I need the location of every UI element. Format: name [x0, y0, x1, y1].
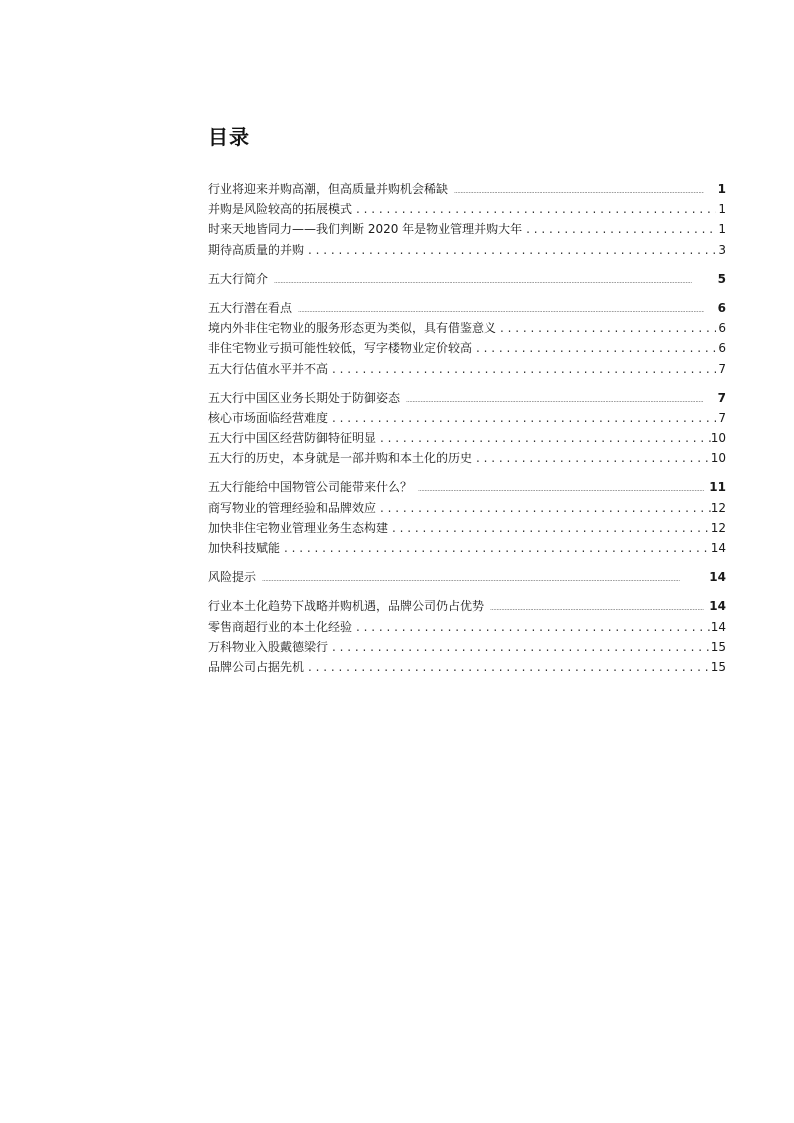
- toc-page-number: 14: [709, 570, 726, 585]
- toc-page-number: 14: [710, 541, 726, 555]
- toc-entry-title: 期待高质量的并购: [208, 242, 305, 257]
- toc-entry-title: 加快科技赋能: [208, 541, 281, 555]
- toc-entry-title: 商写物业的管理经验和品牌效应: [208, 500, 377, 515]
- dot-leader: [308, 657, 711, 677]
- dot-leader: [332, 408, 716, 428]
- page-title: 目录: [208, 125, 250, 149]
- toc-page-number: 6: [717, 300, 726, 315]
- toc-section: [208, 596, 726, 677]
- toc-entry-title: 五大行中国区业务长期处于防御姿态: [208, 390, 401, 405]
- toc-subsection-entry[interactable]: [208, 199, 726, 219]
- toc-page-number: 5: [717, 271, 726, 286]
- dot-leader: [356, 199, 716, 219]
- dot-leader: [332, 637, 711, 657]
- toc-subsection-entry[interactable]: [208, 338, 726, 358]
- toc-entry-title: 风险提示: [208, 570, 257, 585]
- toc-subsection-entry[interactable]: [208, 538, 726, 558]
- toc-subsection-entry[interactable]: [208, 498, 726, 518]
- toc-entry-title: 并购是风险较高的拓展模式: [208, 202, 353, 217]
- toc-page-number: 15: [710, 659, 726, 674]
- toc-section: [208, 179, 726, 260]
- toc-section-heading[interactable]: [208, 596, 726, 616]
- toc-page-number: 1: [717, 182, 726, 196]
- dot-leader: [380, 498, 711, 518]
- dot-leader: [308, 240, 716, 260]
- dot-leader: [284, 538, 711, 558]
- toc-subsection-entry[interactable]: [208, 359, 726, 379]
- toc-page-number: 7: [718, 361, 726, 376]
- toc-page-number: 12: [710, 520, 726, 535]
- dot-leader: [262, 570, 704, 590]
- toc-subsection-entry[interactable]: [208, 448, 726, 468]
- dot-leader: [500, 318, 716, 338]
- toc-entry-title: 时来天地皆同力——我们判断 2020 年是物业管理并购大年: [208, 222, 523, 237]
- toc-entry-title: 核心市场面临经营难度: [208, 410, 329, 425]
- toc-entry-title: 五大行中国区经营防御特征明显: [208, 431, 377, 446]
- toc-subsection-entry[interactable]: [208, 240, 726, 260]
- toc-entry-title: 五大行简介: [208, 271, 269, 286]
- toc-section: [208, 477, 726, 558]
- dot-leader: [476, 448, 711, 468]
- toc-entry-title: 行业本土化趋势下战略并购机遇，品牌公司仍占优势: [208, 599, 485, 614]
- toc-page-number: 10: [710, 451, 726, 466]
- toc-page-number: 1: [718, 222, 726, 237]
- toc-page-number: 6: [718, 341, 726, 356]
- toc-page-number: 11: [709, 480, 726, 495]
- toc-page-number: 10: [710, 431, 726, 446]
- dot-leader: [392, 518, 711, 538]
- toc-page-number: 12: [710, 500, 726, 515]
- toc-section: [208, 388, 726, 469]
- toc-entry-title: 加快非住宅物业管理业务生态构建: [208, 520, 389, 535]
- toc-section-heading[interactable]: [208, 269, 726, 289]
- toc-entry-title: 万科物业入股戴德梁行: [208, 639, 329, 654]
- toc-subsection-entry[interactable]: [208, 428, 726, 448]
- toc-section: [208, 298, 726, 379]
- toc-page-number: 3: [718, 242, 726, 257]
- toc-subsection-entry[interactable]: [208, 408, 726, 428]
- toc-section: [208, 567, 726, 587]
- toc-entry-title: 五大行估值水平并不高: [208, 361, 329, 376]
- toc-section-heading[interactable]: [208, 298, 726, 318]
- dot-leader: [332, 359, 716, 379]
- toc-subsection-entry[interactable]: [208, 318, 726, 338]
- toc-subsection-entry[interactable]: [208, 518, 726, 538]
- toc-entry-title: 五大行潜在看点: [208, 300, 293, 315]
- toc-subsection-entry[interactable]: [208, 617, 726, 637]
- toc-page-number: 14: [710, 619, 726, 634]
- table-of-contents: [208, 179, 726, 686]
- toc-page-number: 6: [718, 321, 726, 336]
- toc-entry-title: 境内外非住宅物业的服务形态更为类似，具有借鉴意义: [208, 321, 497, 336]
- toc-section-heading[interactable]: [208, 567, 726, 587]
- toc-entry-title: 行业将迎来并购高潮，但高质量并购机会稀缺: [208, 182, 449, 196]
- dot-leader: [274, 272, 704, 292]
- dot-leader: [526, 219, 716, 239]
- toc-section-heading[interactable]: [208, 388, 726, 408]
- toc-section-heading[interactable]: [208, 179, 726, 199]
- toc-subsection-entry[interactable]: [208, 219, 726, 239]
- dot-leader: [356, 617, 711, 637]
- toc-page-number: 7: [717, 390, 726, 405]
- toc-entry-title: 非住宅物业亏损可能性较低，写字楼物业定价较高: [208, 341, 473, 356]
- toc-page-number: 1: [718, 202, 726, 217]
- toc-subsection-entry[interactable]: [208, 657, 726, 677]
- toc-section: [208, 269, 726, 289]
- toc-entry-title: 五大行能给中国物管公司能带来什么？: [208, 480, 413, 495]
- dot-leader: [476, 338, 716, 358]
- toc-section-heading[interactable]: [208, 477, 726, 497]
- toc-subsection-entry[interactable]: [208, 637, 726, 657]
- toc-page-number: 14: [709, 599, 726, 614]
- dot-leader: [380, 428, 711, 448]
- toc-page-number: 7: [718, 410, 726, 425]
- toc-page-number: 15: [710, 639, 726, 654]
- toc-entry-title: 五大行的历史，本身就是一部并购和本土化的历史: [208, 451, 473, 466]
- toc-entry-title: 品牌公司占据先机: [208, 659, 305, 674]
- toc-entry-title: 零售商超行业的本土化经验: [208, 619, 353, 634]
